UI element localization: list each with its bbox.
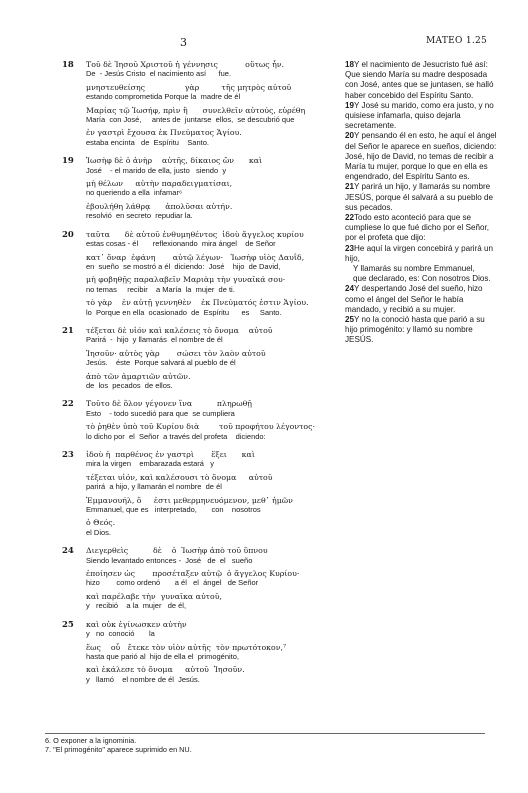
verse-number: 21 bbox=[345, 182, 355, 192]
verse-number: 21 bbox=[62, 325, 74, 336]
greek-line: καὶ παρέλαβε τὴν γυναῖκα αὐτοῦ, bbox=[86, 591, 222, 601]
greek-line: μὴ θέλων αὐτὴν παραδειγματίσαι, bbox=[86, 179, 233, 189]
spanish-gloss-line: el Dios. bbox=[86, 527, 112, 537]
verse-number: 22 bbox=[345, 213, 355, 223]
footnotes bbox=[45, 733, 485, 754]
interlinear-line-pair bbox=[86, 106, 344, 125]
greek-line: ταῦτα δὲ αὐτοῦ ἐνθυμηθέντος ἰδοὺ ἄγγελος κυρίου bbox=[86, 229, 304, 239]
translation-verse bbox=[345, 264, 497, 274]
greek-line: Τοῦτο δὲ ὅλον γέγονεν ἵνα πληρωθῇ bbox=[86, 399, 252, 409]
spanish-gloss-line: mira la virgen embarazada estará y bbox=[86, 459, 214, 469]
interlinear-line-pair bbox=[86, 496, 344, 515]
interlinear-verse bbox=[62, 399, 344, 441]
interlinear-line-pair bbox=[86, 275, 344, 294]
spanish-gloss-line: no queriendo a ella infamar⁶ bbox=[86, 188, 183, 198]
verse-text: Y José su marido, como era justo, y no quisiese infamarla, quiso dejarla secretamente. bbox=[345, 100, 494, 131]
spanish-gloss-line: resolvió en secreto repudiar la. bbox=[86, 211, 193, 221]
verse-number: 19 bbox=[62, 156, 74, 167]
interlinear-verse bbox=[62, 326, 344, 390]
spanish-gloss-line: y no conoció la bbox=[86, 629, 155, 639]
spanish-gloss-line: no temas recibir a María la mujer de ti. bbox=[86, 284, 235, 294]
verse-text: Y llamarás su nombre Emmanuel, bbox=[353, 264, 475, 274]
greek-line: μνηστευθείσης γὰρ τῆς μητρὸς αὐτοῦ bbox=[86, 82, 292, 92]
translation-verse bbox=[345, 182, 497, 213]
spanish-gloss-line: hizo como ordenó a él el ángel de Señor bbox=[86, 578, 259, 588]
verse-number: 23 bbox=[62, 450, 74, 460]
greek-line: Τοῦ δὲ Ἰησοῦ Χριστοῦ ἡ γέννησις οὕτως ἦν. bbox=[86, 60, 285, 69]
spanish-gloss-line: y llamó el nombre de él Jesús. bbox=[86, 674, 200, 684]
spanish-gloss-line: estas cosas - él reflexionando mira ángel de Señor bbox=[86, 239, 276, 249]
translation-verse bbox=[345, 101, 497, 132]
interlinear-line-pair bbox=[86, 253, 344, 272]
interlinear-line-pair bbox=[86, 518, 344, 537]
greek-line: καὶ ἐκάλεσε τὸ ὄνομα αὐτοῦ Ἰησοῦν. bbox=[86, 665, 245, 675]
greek-line: τέξεται υἱόν, καὶ καλέσουσι τὸ ὄνομα αὐτοῦ bbox=[86, 472, 273, 482]
greek-line: ἐβουλήθη λάθρᾳ ἀπολῦσαι αὐτήν. bbox=[86, 201, 233, 211]
greek-line: τὸ γὰρ ἐν αὐτῇ γεννηθὲν ἐκ Πνεύματός ἐστιν Ἁγίου. bbox=[86, 298, 309, 308]
verse-text: Y pensando él en esto, he aquí el ángel del Señor le aparece en sueños, diciendo: José, hijo de David, no temas de recibir a María tu mujer, porque lo que en ella es engendrado, del Espíritu Santo es. bbox=[345, 131, 497, 182]
page-number: 3 bbox=[180, 36, 187, 49]
greek-line: ἕως οὗ ἔτεκε τὸν υἱὸν αὐτῆς τὸν πρωτότοκον,⁷ bbox=[86, 642, 287, 652]
spanish-gloss-line: estaba encinta de Espíritu Santo. bbox=[86, 137, 209, 147]
greek-line: ἐποίησεν ὡς προσέταξεν αὐτῷ ὁ ἄγγελος Κυρίου· bbox=[86, 569, 300, 579]
translation-verse bbox=[345, 244, 497, 264]
greek-line: Ἐμμανουήλ, ὅ ἐστι μεθερμηνευόμενον, μεθ᾽ ἡμῶν bbox=[86, 495, 293, 505]
interlinear-line-pair bbox=[86, 60, 344, 79]
interlinear-line-pair bbox=[86, 592, 344, 611]
translation-verse bbox=[345, 315, 497, 346]
interlinear-line-pair bbox=[86, 230, 344, 249]
interlinear-line-pair bbox=[86, 422, 344, 441]
spanish-gloss-line: y recibió a la mujer de él, bbox=[86, 601, 187, 611]
interlinear-verse bbox=[62, 546, 344, 610]
spanish-gloss-line: lo dicho por el Señor a través del profeta diciendo: bbox=[86, 431, 266, 441]
interlinear-line-pair bbox=[86, 372, 344, 391]
greek-line: ὁ Θεός. bbox=[86, 518, 116, 528]
interlinear-line-pair bbox=[86, 399, 344, 418]
interlinear-line-pair bbox=[86, 643, 344, 662]
interlinear-line-pair bbox=[86, 326, 344, 345]
translation-verse bbox=[345, 274, 497, 284]
interlinear-verse bbox=[62, 450, 344, 537]
verse-text: que declarado, es: Con nosotros Dios. bbox=[353, 274, 491, 284]
greek-line: ἀπὸ τῶν ἁμαρτιῶν αὐτῶν. bbox=[86, 371, 191, 381]
verse-number: 25 bbox=[62, 619, 74, 630]
greek-line: τὸ ῥηθὲν ὑπὸ τοῦ Κυρίου διὰ τοῦ προφήτου λέγοντος· bbox=[86, 422, 315, 432]
greek-line: ἐν γαστρὶ ἔχουσα ἐκ Πνεύματος Ἁγίου. bbox=[86, 128, 242, 138]
interlinear-line-pair bbox=[86, 179, 344, 198]
verse-number: 18 bbox=[62, 60, 74, 70]
spanish-gloss-line: José - el marido de ella, justo siendo y bbox=[86, 165, 227, 175]
interlinear-column bbox=[62, 60, 344, 693]
verse-text: Y no la conoció hasta que parió a su hijo primogénito: y llamó su nombre JESÚS. bbox=[345, 315, 485, 345]
interlinear-line-pair bbox=[86, 620, 344, 639]
spanish-gloss-line: lo Porque en ella ocasionado de Espíritu es Santo. bbox=[86, 307, 282, 317]
translation-verse bbox=[345, 284, 497, 315]
spanish-gloss-line: Esto - todo sucedió para que se cumpliera bbox=[86, 408, 235, 418]
greek-line: καὶ οὐκ ἐγίνωσκεν αὐτὴν bbox=[86, 619, 187, 629]
verse-text: Y parirá un hijo, y llamarás su nombre JESÚS, porque él salvará a su pueblo de sus pecados. bbox=[345, 182, 494, 212]
spanish-gloss-line: hasta que parió al hijo de ella el primogénito, bbox=[86, 651, 240, 661]
spanish-gloss-line: estando comprometida Porque la madre de él bbox=[86, 92, 241, 102]
greek-line: τέξεται δὲ υἱόν καὶ καλέσεις τὸ ὄνομα αὐτοῦ bbox=[86, 325, 273, 335]
verse-number: 25 bbox=[345, 315, 355, 325]
verse-number: 23 bbox=[345, 243, 355, 253]
interlinear-line-pair bbox=[86, 128, 344, 147]
spanish-gloss-line: en sueño se mostró a él diciendo: José hijo de David, bbox=[86, 261, 281, 271]
verse-number: 22 bbox=[62, 399, 74, 410]
interlinear-line-pair bbox=[86, 156, 344, 175]
interlinear-line-pair bbox=[86, 473, 344, 492]
verse-text: He aquí la virgen concebirá y parirá un hijo, bbox=[345, 243, 494, 263]
verse-text: Todo esto aconteció para que se cumpliese lo que fué dicho por el Señor, por el profeta que dijo: bbox=[345, 213, 489, 243]
spanish-gloss-line: de los pecados de ellos. bbox=[86, 380, 173, 390]
verse-number: 24 bbox=[345, 284, 355, 294]
running-head: MATEO 1.25 bbox=[426, 36, 488, 46]
interlinear-verse bbox=[62, 620, 344, 684]
interlinear-line-pair bbox=[86, 202, 344, 221]
translation-verse bbox=[345, 131, 497, 182]
verse-text: Y despertando José del sueño, hizo como el ángel del Señor le había mandado, y recibió a su mujer. bbox=[345, 284, 483, 314]
translation-column bbox=[345, 60, 497, 346]
spanish-gloss-line: parirá a hijo, y llamarán el nombre de él bbox=[86, 482, 222, 492]
greek-line: Μαρίας τῷ Ἰωσήφ, πρὶν ἢ συνελθεῖν αὐτούς, εὑρέθη bbox=[86, 105, 306, 115]
footnote: 6. O exponer a la ignominia. bbox=[45, 736, 137, 745]
translation-verse bbox=[345, 213, 497, 244]
interlinear-line-pair bbox=[86, 665, 344, 684]
interlinear-line-pair bbox=[86, 546, 344, 565]
interlinear-line-pair bbox=[86, 569, 344, 588]
greek-line: μὴ φοβηθῇς παραλαβεῖν Μαριὰμ τὴν γυναῖκά σου· bbox=[86, 275, 286, 285]
greek-line: Διεγερθεὶς δὲ ὁ Ἰωσὴφ ἀπὸ τοῦ ὕπνου bbox=[86, 546, 268, 556]
interlinear-verse bbox=[62, 60, 344, 147]
interlinear-line-pair bbox=[86, 298, 344, 317]
interlinear-verse bbox=[62, 230, 344, 317]
interlinear-line-pair bbox=[86, 450, 344, 469]
verse-number: 19 bbox=[345, 100, 355, 110]
spanish-gloss-line: De - Jesús Cristo el nacimiento así fue. bbox=[86, 69, 232, 79]
spanish-gloss-line: Jesús. éste Porque salvará al pueblo de él bbox=[86, 358, 236, 368]
footnote: 7. "El primogénito" aparece suprimido en NU. bbox=[45, 745, 192, 754]
verse-number: 18 bbox=[345, 60, 355, 69]
greek-line: Ἰωσὴφ δὲ ὁ ἀνὴρ αὐτῆς, δίκαιος ὤν καὶ bbox=[86, 156, 263, 166]
spanish-gloss-line: Emmanuel, que es interpretado, con nosotros bbox=[86, 505, 261, 515]
interlinear-line-pair bbox=[86, 83, 344, 102]
greek-line: κατ᾽ ὄναρ ἐφάνη αὐτῷ λέγων· Ἰωσὴφ υἱὸς Δαυΐδ, bbox=[86, 252, 305, 262]
interlinear-verse bbox=[62, 156, 344, 220]
verse-text: Y el nacimiento de Jesucristo fué así: Que siendo María su madre desposada con José, antes que se juntasen, se halló haber concebido del Espíritu Santo. bbox=[345, 60, 494, 100]
spanish-gloss-line: Parirá - hijo y llamarás el nombre de él bbox=[86, 335, 223, 345]
verse-number: 20 bbox=[345, 131, 355, 141]
translation-verse bbox=[345, 60, 497, 101]
verse-number: 24 bbox=[62, 546, 74, 557]
greek-line: Ἰησοῦν· αὐτὸς γὰρ σώσει τὸν λαὸν αὐτοῦ bbox=[86, 348, 266, 358]
spanish-gloss-line: María con José, antes de juntarse ellos, se descubrió que bbox=[86, 115, 295, 125]
greek-line: ἰδοὺ ἡ παρθένος ἐν γαστρὶ ἕξει καὶ bbox=[86, 450, 255, 459]
spanish-gloss-line: Siendo levantado entonces - José de el sueño bbox=[86, 555, 253, 565]
interlinear-line-pair bbox=[86, 349, 344, 368]
verse-number: 20 bbox=[62, 229, 74, 240]
